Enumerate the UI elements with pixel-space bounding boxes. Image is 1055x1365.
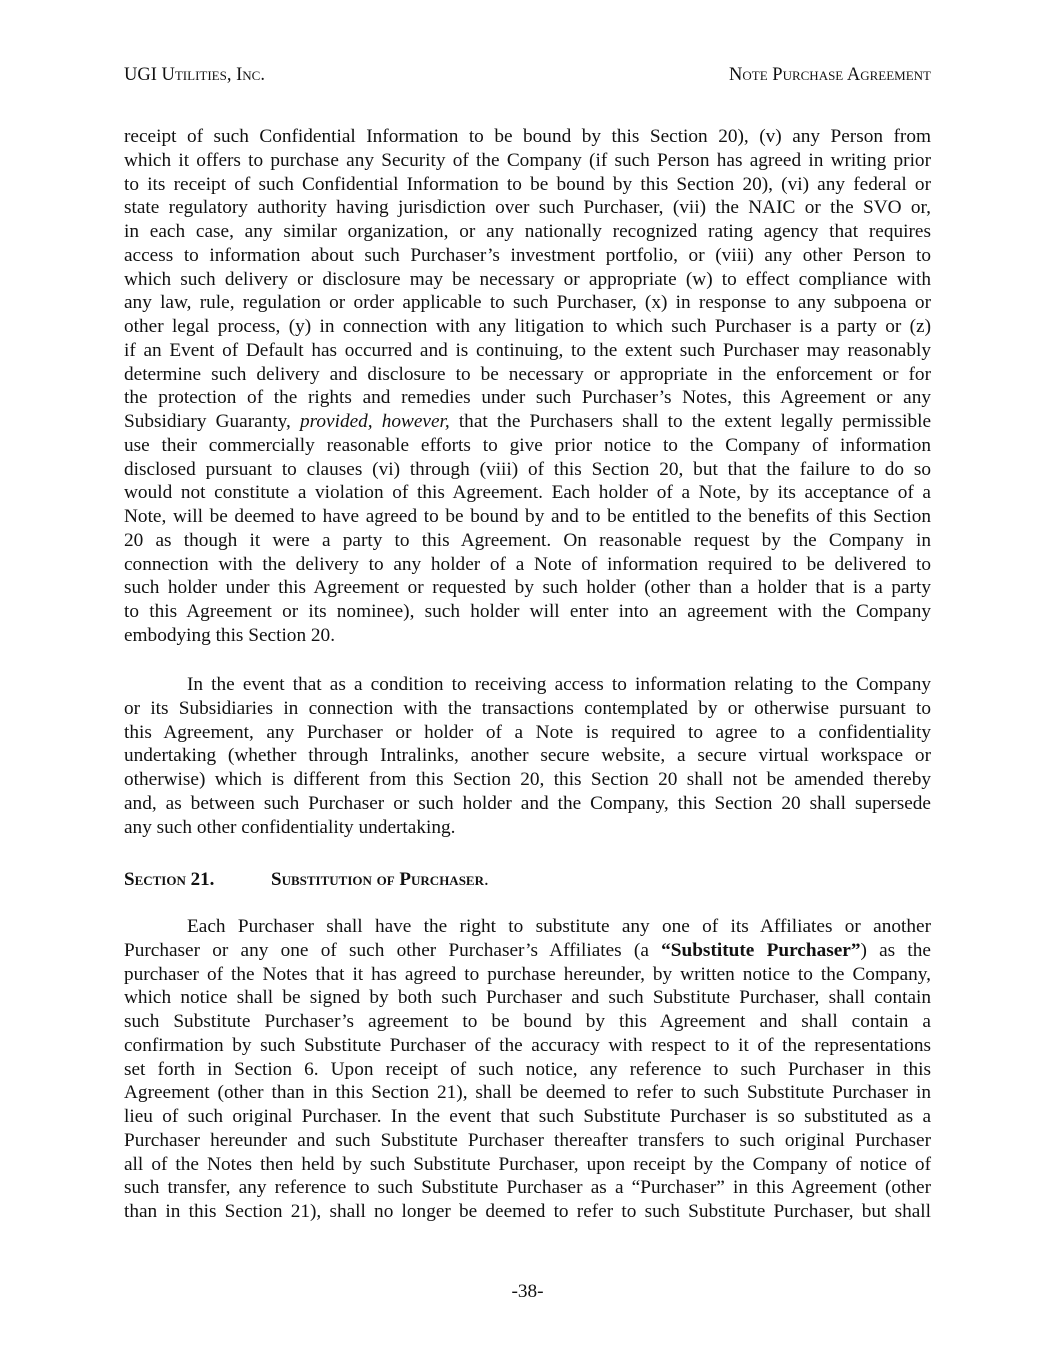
text-line: this Agreement, any Purchaser or holder of a Note is required to agree to a confidentiality xyxy=(124,721,931,743)
text-line: or its Subsidiaries in connection with the transactions contemplated by or otherwise pursuant to xyxy=(124,697,931,719)
text-line: connection with the delivery to any holder of a Note of information required to be delivered to xyxy=(124,553,931,575)
text-line: such Substitute Purchaser’s agreement to be bound by this Agreement and shall contain a xyxy=(124,1011,931,1032)
defined-term: “Substitute Purchaser” xyxy=(661,939,861,961)
text-line: otherwise) which is different from this Section 20, this Section 20 shall not be amended thereby xyxy=(124,769,931,790)
text-segment: ) as the xyxy=(860,939,931,961)
text-line: other legal process, (y) in connection with any litigation to which such Purchaser is a party or (z) xyxy=(124,316,931,337)
text-line: if an Event of Default has occurred and is continuing, to the extent such Purchaser may reasonably xyxy=(124,339,931,361)
text-line: all of the Notes then held by such Substitute Purchaser, upon receipt by the Company of notice of xyxy=(124,1153,931,1175)
text-line: which it offers to purchase any Security of the Company (if such Person has agreed in writing prior xyxy=(124,149,931,171)
text-line: which such delivery or disclosure may be necessary or appropriate (w) to effect compliance with xyxy=(124,268,931,290)
text-line: any law, rule, regulation or order applicable to such Purchaser, (x) in response to any subpoena or xyxy=(124,292,931,314)
text-line: to this Agreement or its nominee), such holder will enter into an agreement with the Company xyxy=(124,601,931,622)
text-line: the protection of the rights and remedies under such Purchaser’s Notes, this Agreement or any xyxy=(124,387,931,409)
paragraph-confidentiality-continued xyxy=(124,125,931,648)
text-line: undertaking (whether through Intralinks, another secure website, a secure virtual workspace or xyxy=(124,745,931,767)
text-line: use their commercially reasonable efforts to give prior notice to the Company of information xyxy=(124,434,931,456)
text-line: in each case, any similar organization, or any nationally recognized rating agency that requires xyxy=(124,221,931,242)
text-line: Agreement (other than in this Section 21), shall be deemed to refer to such Substitute Purchaser in xyxy=(124,1082,931,1104)
text-line: state regulatory authority having jurisdiction over such Purchaser, (vii) the NAIC or the SVO or, xyxy=(124,197,931,219)
text-segment: that the Purchasers shall to the extent legally permissible xyxy=(449,411,932,432)
text-line: than in this Section 21), shall no longer be deemed to refer to such Substitute Purchaser, but shall xyxy=(124,1201,931,1222)
text-line: receipt of such Confidential Information to be bound by this Section 20), (v) any Person from xyxy=(124,126,931,147)
text-line: such transfer, any reference to such Substitute Purchaser as a “Purchaser” in this Agreement (other xyxy=(124,1177,931,1199)
page-number: -38- xyxy=(511,1281,544,1302)
text-line: purchaser of the Notes that it has agreed to purchase hereunder, by written notice to the Company, xyxy=(124,963,931,985)
text-line: lieu of such original Purchaser. In the event that such Substitute Purchaser is so substituted as a xyxy=(124,1106,931,1127)
text-line: embodying this Section 20. xyxy=(124,624,336,646)
text-line: confirmation by such Substitute Purchaser of the accuracy with respect to it of the representations xyxy=(124,1034,931,1056)
text-line: In the event that as a condition to receiving access to information relating to the Company xyxy=(187,674,931,695)
text-line: to its receipt of such Confidential Information to be bound by this Section 20), (vi) any federal or xyxy=(124,173,931,195)
text-line: Note, will be deemed to have agreed to be bound by and to be entitled to the benefits of this Section xyxy=(124,506,931,527)
section-title: Substitution of Purchaser xyxy=(271,869,484,890)
text-segment: Subsidiary Guaranty, xyxy=(124,411,300,432)
text-line: determine such delivery and disclosure to be necessary or appropriate in the enforcement or for xyxy=(124,363,931,385)
text-line xyxy=(124,939,931,963)
text-line: Each Purchaser shall have the right to substitute any one of its Affiliates or another xyxy=(187,916,931,937)
text-line: any such other confidentiality undertaking. xyxy=(124,816,456,838)
text-line: access to information about such Purchaser’s investment portfolio, or (viii) any other Person to xyxy=(124,244,931,266)
text-segment: Purchaser or any one of such other Purchaser’s Affiliates (a xyxy=(124,939,662,961)
paragraph-confidentiality-undertaking xyxy=(124,673,931,839)
section-number: Section 21. xyxy=(124,869,215,890)
section-title-period: . xyxy=(484,869,489,890)
running-header-company: UGI Utilities, Inc. xyxy=(124,65,265,85)
text-line xyxy=(124,410,931,434)
text-line: and, as between such Purchaser or such holder and the Company, this Section 20 shall supersede xyxy=(124,792,931,814)
text-line: set forth in Section 6. Upon receipt of such notice, any reference to such Purchaser in this xyxy=(124,1058,931,1080)
text-line: would not constitute a violation of this Agreement. Each holder of a Note, by its acceptance of a xyxy=(124,482,931,504)
running-header-document-title: Note Purchase Agreement xyxy=(729,65,931,85)
text-line: which notice shall be signed by both such Purchaser and such Substitute Purchaser, shall contain xyxy=(124,987,931,1009)
section-heading xyxy=(124,868,489,892)
text-line: such holder under this Agreement or requested by such holder (other than a holder that is a party xyxy=(124,577,931,599)
text-line: disclosed pursuant to clauses (vi) through (viii) of this Section 20, but that the failure to do so xyxy=(124,458,931,480)
text-line: Purchaser hereunder and such Substitute Purchaser thereafter transfers to such original Purchaser xyxy=(124,1129,931,1151)
paragraph-substitution-of-purchaser xyxy=(124,915,931,1224)
text-line: 20 as though it were a party to this Agreement. On reasonable request by the Company in xyxy=(124,529,931,551)
italic-text: provided, however, xyxy=(299,411,450,432)
